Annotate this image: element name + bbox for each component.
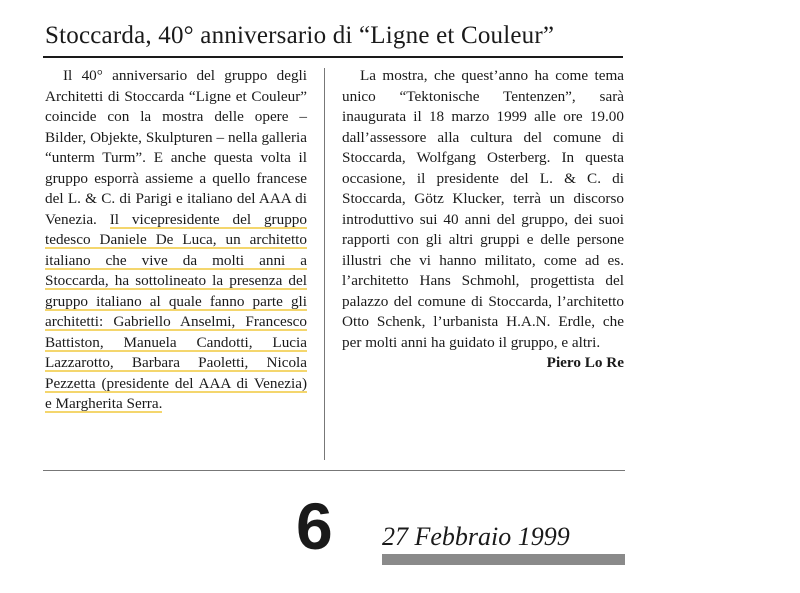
article-headline-block [43, 14, 623, 58]
right-column [342, 66, 624, 374]
highlighted-text: Il vicepresidente del gruppo tedesco Daniele De Luca, un architetto italiano che vive da molti anni a Stoccarda, ha sottolineato la presenza del gruppo italiano al quale fanno parte gli architetti: Gabriello Anselmi, Francesco Battiston, Manuela Candotti, Lucia Lazzarotto, Barbara Paoletti, Nicola Pezzetta (presidente del AAA di Venezia) e Margherita Serra. [45, 210, 307, 412]
article-headline: Stoccarda, 40° anniversario di “Ligne et Couleur” [45, 22, 555, 49]
author-signature: Piero Lo Re [546, 354, 624, 371]
page-number: 6 [296, 489, 333, 563]
date-underline-bar [382, 554, 625, 565]
publication-date: 27 Febbraio 1999 [382, 522, 570, 551]
left-column-intro-text: Il 40° anniversario del gruppo degli Architetti di Stoccarda “Ligne et Couleur” coincide con la mostra delle opere – Bilder, Objekte, Skulpturen – nella galleria “unterm Turm”. E anche questa volta il gruppo esporrà assieme a quello francese del L. & C. di Parigi e italiano del AAA di Venezia. [45, 67, 307, 228]
left-column-paragraph [45, 66, 307, 415]
right-column-paragraph: La mostra, che quest’anno ha come tema unico “Tektonische Tentenzen”, sarà inaugurata il 18 marzo 1999 alle ore 19.00 dall’assessore alla cultura del comune di Stoccarda, Wolfgang Osterberg. In questa occasione, il presidente del L. & C. di Stoccarda, Götz Klucker, terrà un discorso introduttivo sui 40 anni del gruppo, dei suoi rapporti con gli altri gruppi e delle persone illustri che vi hanno militato, come ad es. l’architetto Hans Schmohl, progettista del palazzo del comune di Stoccarda, l’architetto Otto Schenk, l’urbanista H.A.N. Erdle, che per molti anni ha guidato il gruppo, e altri. [342, 67, 624, 351]
left-column [45, 66, 307, 415]
bottom-divider [43, 470, 625, 471]
column-divider [324, 68, 325, 460]
